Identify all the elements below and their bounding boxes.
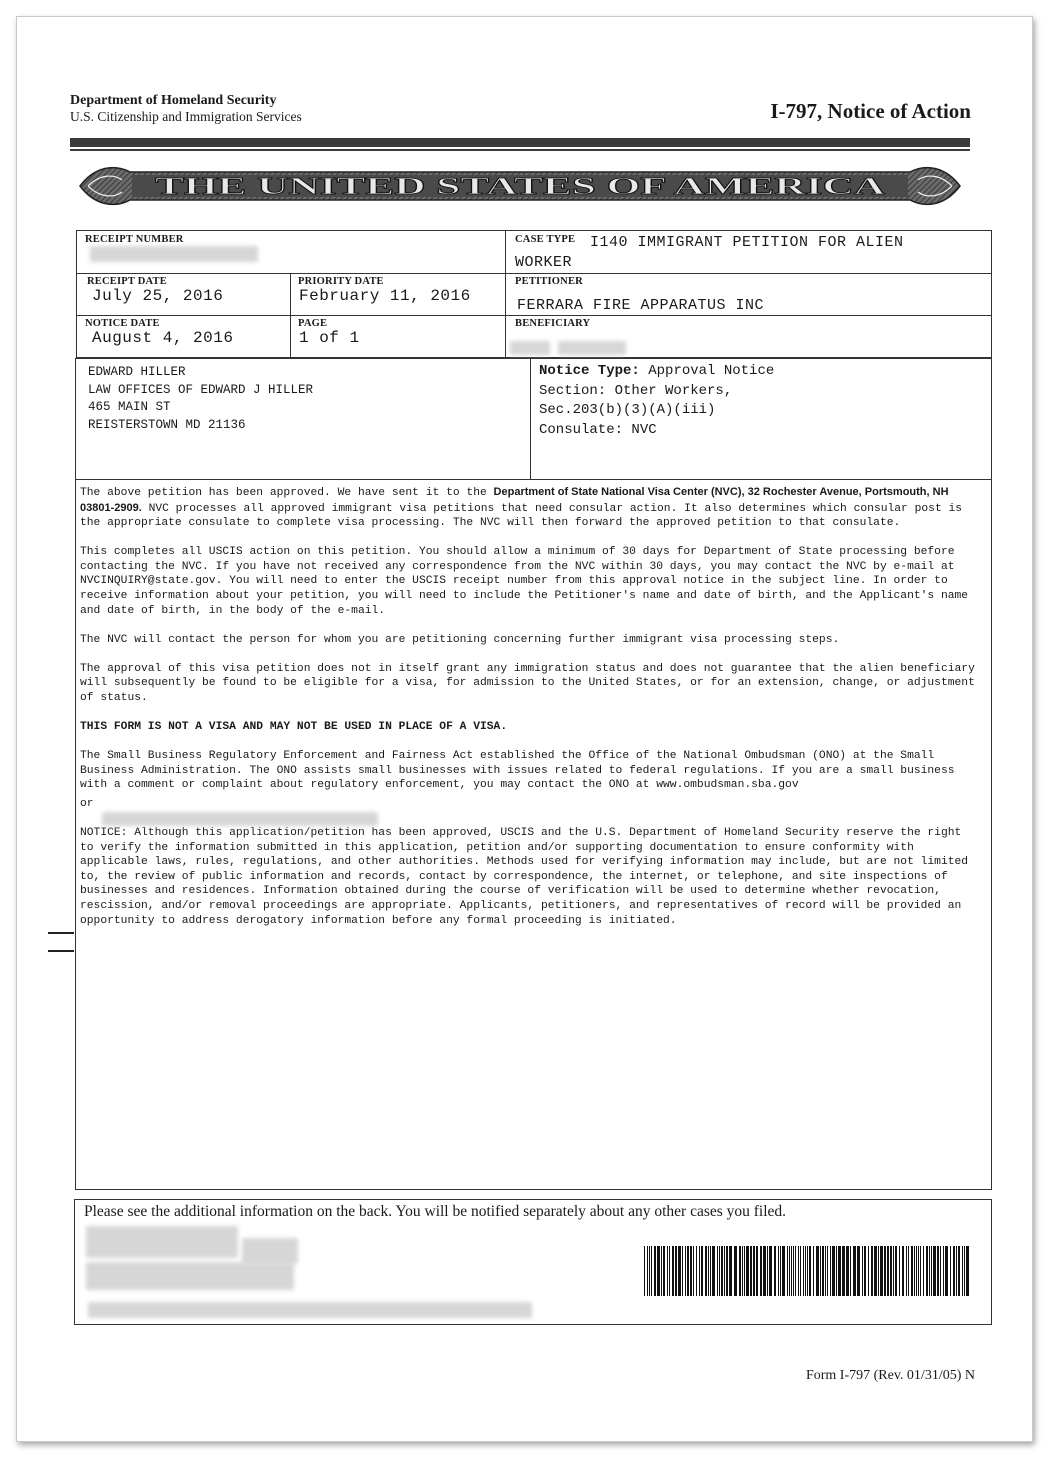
body-paragraph-6-or [80, 797, 975, 812]
barcode-bar [964, 1246, 965, 1296]
barcode-bar [805, 1246, 806, 1296]
nvc-address: Department of State National Visa Center (NVC), 32 Rochester Avenue, Portsmouth, NH 03801-2909. [80, 486, 949, 514]
barcode-bar [895, 1246, 897, 1296]
beneficiary-label: BENEFICIARY [515, 318, 591, 329]
petitioner-label: PETITIONER [515, 276, 583, 287]
address-notice-bottom [75, 479, 992, 480]
barcode-bar [661, 1246, 662, 1296]
registration-mark [48, 932, 74, 934]
barcode-bar [842, 1246, 845, 1296]
barcode-bar [687, 1246, 689, 1296]
barcode-bar [750, 1246, 752, 1296]
barcode-bar [825, 1246, 826, 1296]
barcode-bar [756, 1246, 758, 1296]
not-a-visa-warning: THIS FORM IS NOT A VISA AND MAY NOT BE USED IN PLACE OF A VISA. [80, 721, 508, 734]
notice-type-line [539, 362, 774, 382]
barcode-bar [647, 1246, 648, 1296]
barcode-bar [916, 1246, 917, 1296]
barcode-bar [943, 1246, 944, 1296]
barcode-bar [654, 1246, 656, 1296]
barcode-bar [940, 1246, 941, 1296]
address-line-4: REISTERSTOWN MD 21136 [88, 417, 246, 432]
petitioner-value: FERRARA FIRE APPARATUS INC [517, 297, 765, 314]
footer-note: Please see the additional information on the back. You will be notified separately about any other cases you filed. [84, 1203, 787, 1220]
barcode-bar [830, 1246, 831, 1296]
barcode-bar [787, 1246, 788, 1296]
barcode-bar [791, 1246, 792, 1296]
barcode-bar [789, 1246, 790, 1296]
ono-contact-redacted [102, 812, 378, 826]
banner-text: THE UNITED STATES OF AMERICA [155, 174, 887, 200]
barcode-bar [923, 1246, 924, 1296]
barcode-bar [832, 1246, 835, 1296]
barcode-bar [884, 1246, 886, 1296]
barcode-bar [729, 1246, 732, 1296]
barcode-bar [675, 1246, 677, 1296]
barcode-bar [778, 1246, 779, 1296]
body-paragraph-2: This completes all USCIS action on this petition. You should allow a minimum of 30 days for Department of State processing before contacting the NVC. If you have not received any correspondence from the NVC within 30 days, you may contact the NVC by e-mail at NVCINQUIRY@state.gov. You will need to enter the USCIS receipt number from this approval notice in the subject line. In order to receive information about your petition, you will need to include the Petitioner's name and date of birth, and the Applicant's name and date of birth, in the body of the e-mail. [80, 546, 969, 617]
notice-body [80, 485, 975, 943]
recipient-redacted-1 [86, 1226, 238, 1258]
agency-name [70, 93, 302, 125]
body-paragraph-6 [80, 749, 975, 793]
barcode-bar [798, 1246, 799, 1296]
header-rule-thick [70, 138, 970, 147]
barcode-bar [813, 1246, 814, 1296]
barcode-bar [734, 1246, 737, 1296]
barcode-bar [956, 1246, 957, 1296]
address-notice-divider [530, 358, 531, 480]
barcode-bar [908, 1246, 909, 1296]
barcode-bar [774, 1246, 776, 1296]
barcode-bar [726, 1246, 728, 1296]
barcode-bar [874, 1246, 877, 1296]
barcode-bar [767, 1246, 768, 1296]
body-p1-a: The above petition has been approved. We have sent it to the [80, 487, 487, 499]
barcode-bar [739, 1246, 741, 1296]
barcode-bar [827, 1246, 828, 1296]
barcode-bar [780, 1246, 781, 1296]
barcode-bar [685, 1246, 686, 1296]
notice-date-label: NOTICE DATE [85, 318, 160, 329]
barcode-bar [918, 1246, 919, 1296]
barcode-bar [719, 1246, 720, 1296]
mailing-address [88, 364, 313, 434]
case-type-value-cont: WORKER [515, 254, 573, 271]
barcode-bar [937, 1246, 939, 1296]
barcode-bar [760, 1246, 762, 1296]
barcode-bar [803, 1246, 804, 1296]
receipt-number-label: RECEIPT NUMBER [85, 234, 184, 245]
barcode-bar [899, 1246, 900, 1296]
barcode-bar [962, 1246, 963, 1296]
barcode-bar [809, 1246, 811, 1296]
barcode-bar [795, 1246, 796, 1296]
barcode-bar [853, 1246, 856, 1296]
grid-rule-left-1 [76, 273, 506, 274]
barcode-bar [657, 1246, 660, 1296]
barcode-bar [836, 1246, 837, 1296]
barcode-bar [864, 1246, 866, 1296]
barcode-bar [710, 1246, 711, 1296]
notice-date-value: August 4, 2016 [92, 329, 234, 347]
form-title: I-797, Notice of Action [770, 99, 971, 123]
barcode-bar [862, 1246, 863, 1296]
grid-rule-right-1 [505, 273, 992, 274]
barcode-bar [945, 1246, 948, 1296]
notice-section: Section: Other Workers, [539, 382, 733, 399]
page-value: 1 of 1 [299, 329, 360, 347]
address-line-2: LAW OFFICES OF EDWARD J HILLER [88, 382, 314, 397]
grid-rule-right-2 [505, 315, 992, 316]
barcode-bar [682, 1246, 683, 1296]
notice-sec: Sec.203(b)(3)(A)(iii) [539, 402, 716, 418]
barcode-bar [914, 1246, 915, 1296]
grid-divider-left [290, 273, 291, 358]
barcode-bar [902, 1246, 904, 1296]
barcode-bar [644, 1246, 645, 1296]
us-banner [70, 158, 970, 214]
barcode-bar [744, 1246, 745, 1296]
barcode-bar [753, 1246, 755, 1296]
barcode-bar [699, 1246, 700, 1296]
barcode-bar [763, 1246, 766, 1296]
address-line-3: 465 MAIN ST [88, 400, 171, 414]
form-number: Form I-797 (Rev. 01/31/05) N [805, 1368, 975, 1383]
barcode-bar [669, 1246, 670, 1296]
receipt-date-value: July 25, 2016 [92, 287, 224, 305]
notice-type-label: Notice Type: [539, 363, 640, 379]
body-p6-or: or [80, 798, 94, 810]
registration-mark [48, 950, 74, 952]
barcode-bar [746, 1246, 749, 1296]
receipt-date-label: RECEIPT DATE [87, 276, 167, 287]
barcode-bar [890, 1246, 892, 1296]
address-line-1: EDWARD HILLER [88, 365, 186, 379]
notice-consulate: Consulate: NVC [539, 421, 657, 438]
barcode-bar [721, 1246, 723, 1296]
barcode-bar [822, 1246, 824, 1296]
beneficiary-redacted-2 [558, 341, 626, 355]
barcode-bar [816, 1246, 819, 1296]
barcode-bar [893, 1246, 894, 1296]
barcode-bar [800, 1246, 801, 1296]
priority-date-value: February 11, 2016 [299, 287, 471, 305]
case-type-value-line1: I140 IMMIGRANT PETITION FOR ALIEN [590, 234, 904, 251]
case-type-value [590, 232, 904, 253]
notice-type-block [539, 362, 774, 440]
barcode-bar [742, 1246, 743, 1296]
agency-line-1: Department of Homeland Security [70, 93, 277, 108]
barcode-bar [663, 1246, 665, 1296]
barcode-bar [850, 1246, 851, 1296]
barcode-bar [878, 1246, 879, 1296]
barcode-bar [649, 1246, 650, 1296]
barcode-bar [933, 1246, 936, 1296]
barcode-bar [807, 1246, 808, 1296]
body-paragraph-3: The NVC will contact the person for whom you are petitioning concerning further immigrant visa processing steps. [80, 633, 840, 646]
barcode-bar [678, 1246, 681, 1296]
barcode-bar [966, 1246, 969, 1296]
barcode-bar [857, 1246, 860, 1296]
barcode-bar [868, 1246, 869, 1296]
barcode-bar [708, 1246, 709, 1296]
barcode-bar [667, 1246, 668, 1296]
barcode-bar [651, 1246, 652, 1296]
barcode-bar [820, 1246, 821, 1296]
barcode-bar [929, 1246, 930, 1296]
recipient-redacted-4 [88, 1302, 532, 1318]
recipient-redacted-2 [242, 1238, 298, 1264]
barcode-bar [880, 1246, 883, 1296]
barcode-bar [793, 1246, 794, 1296]
barcode-bar [782, 1246, 785, 1296]
beneficiary-redacted-1 [510, 341, 550, 355]
barcode-bar [701, 1246, 703, 1296]
case-type-label: CASE TYPE [515, 234, 576, 245]
barcode-bar [931, 1246, 932, 1296]
barcode-bar [950, 1246, 951, 1296]
barcode [644, 1246, 970, 1296]
barcode-bar [838, 1246, 841, 1296]
barcode-bar [717, 1246, 718, 1296]
barcode-bar [920, 1246, 921, 1296]
barcode-bar [846, 1246, 849, 1296]
body-paragraph-7: NOTICE: Although this application/petition has been approved, USCIS and the U.S. Department of Homeland Security reserve the right to verify the information submitted in this application, petition and/or supporting documentation to ensure conformity with applicable laws, rules, regulations, and other authorities. Methods used for verifying information may include, but are not limited to, the review of public information and records, contact by correspondence, the internet, or telephone, and site inspections of businesses and residences. Information obtained during the course of verification will be used to determine whether revocation, rescission, and/or removal proceedings are appropriate. Applicants, petitioners, and representatives of record will be provided an opportunity to address derogatory information before any formal proceeding is initiated. [80, 827, 969, 927]
receipt-number-redacted [90, 246, 258, 262]
body-p6: The Small Business Regulatory Enforcement and Fairness Act established the Office of the National Ombudsman (ONO) at the Small Business Administration. The ONO assists small businesses with issues related to federal regulations. If you are a small business with a comment or complaint about regulatory enforcement, you may contact the ONO at www.ombudsman.sba.gov [80, 750, 955, 792]
barcode-bar [724, 1246, 725, 1296]
barcode-bar [712, 1246, 715, 1296]
barcode-bar [953, 1246, 955, 1296]
barcode-bar [906, 1246, 907, 1296]
barcode-bar [887, 1246, 889, 1296]
barcode-bar [871, 1246, 873, 1296]
barcode-bar [690, 1246, 692, 1296]
barcode-bar [696, 1246, 697, 1296]
barcode-bar [672, 1246, 674, 1296]
priority-date-label: PRIORITY DATE [298, 276, 384, 287]
barcode-bar [958, 1246, 960, 1296]
agency-line-2: U.S. Citizenship and Immigration Services [70, 109, 302, 124]
barcode-bar [911, 1246, 913, 1296]
body-paragraph-1 [80, 485, 975, 531]
page-label: PAGE [298, 318, 328, 329]
grid-rule-left-2 [76, 315, 506, 316]
barcode-bar [705, 1246, 707, 1296]
grid-divider-center [505, 230, 506, 358]
notice-type-value: Approval Notice [648, 363, 775, 379]
header-rule-thin [70, 149, 970, 151]
recipient-redacted-3 [86, 1262, 294, 1290]
barcode-bar [769, 1246, 772, 1296]
barcode-bar [926, 1246, 928, 1296]
body-paragraph-4: The approval of this visa petition does not in itself grant any immigration status and does not guarantee that the alien beneficiary will subsequently be found to be eligible for a visa, for admission to the United States, or for an extension, change, or adjustment of status. [80, 662, 975, 705]
barcode-bar [693, 1246, 694, 1296]
body-p1-b: NVC processes all approved immigrant visa petitions that need consular action. It also determines which consular post is the appropriate consulate to complete visa processing. The NVC will then forward the approved petition to that consulate. [80, 502, 963, 530]
